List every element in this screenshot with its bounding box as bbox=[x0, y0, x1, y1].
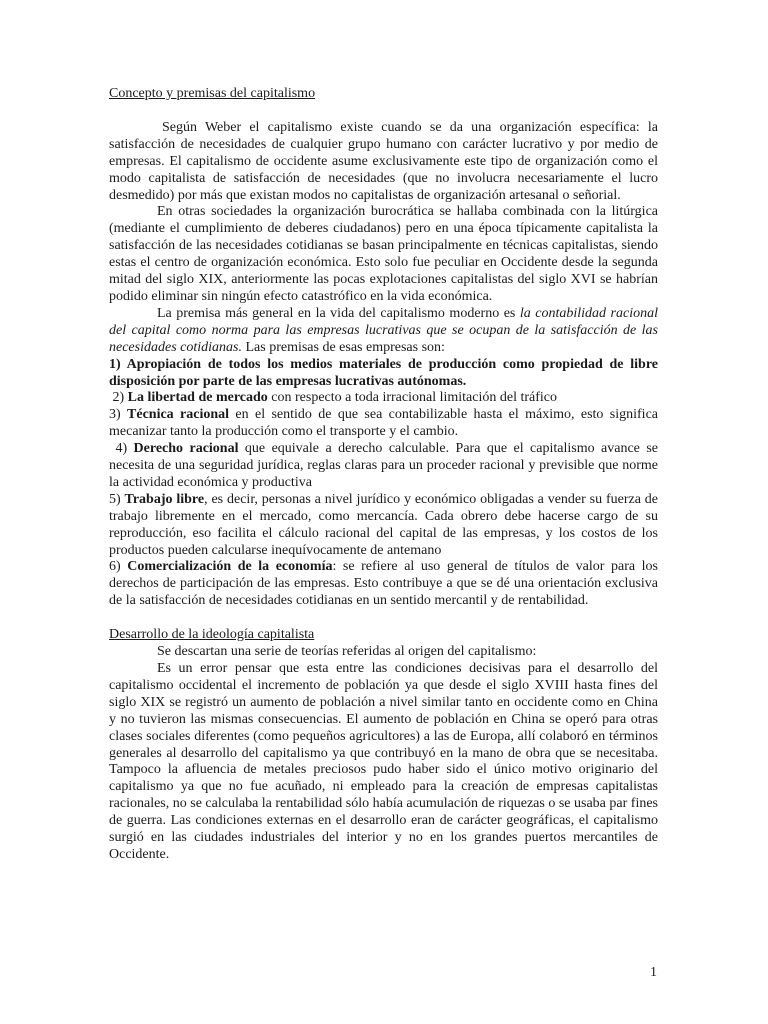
premise-term: Comercialización de la economía bbox=[127, 559, 333, 575]
premise-term: La libertad de mercado bbox=[127, 390, 268, 406]
premise-item bbox=[109, 492, 658, 560]
document-body bbox=[109, 86, 658, 864]
premise-item bbox=[109, 390, 658, 407]
paragraph-weber: Según Weber el capitalismo existe cuando se da una organización específica: la satisfacción de necesidades de cualquier grupo humano con carácter lucrativo y por medio de empresas. El capitalismo de occidente asume exclusivamente este tipo de organización como el modo capitalista de satisfacción de necesidades (que no involucra necesariamente el lucro desmedido) por más que existan modos no capitalistas de organización artesanal o señorial. bbox=[109, 119, 658, 203]
premise-description: con respecto a toda irracional limitación del tráfico bbox=[267, 390, 558, 406]
premisa-text-pre: La premisa más general en la vida del capitalismo moderno es bbox=[157, 305, 520, 321]
premise-description: : se refiere al uso general de títulos de valor para los derechos de participación de las empresas. Esto contribuye a que se dé una orientación exclusiva de la satisfacción de necesidades cotidianas en un sentido mercantil y de rentabilidad. bbox=[109, 559, 658, 609]
paragraph-otras-sociedades: En otras sociedades la organización burocrática se hallaba combinada con la litúrgica (mediante el cumplimiento de deberes ciudadanos) pero en una época típicamente capitalista la satisfacción de las necesidades cotidianas se basan principalmente en técnicas capitalistas, siendo estas el centro de organización económica. Esto solo fue peculiar en Occidente desde la segunda mitad del siglo XIX, anteriormente las pocas explotaciones capitalistas del siglo XVI se habrían podido eliminar sin ningún efecto catastrófico en la vida económica. bbox=[109, 204, 658, 304]
premise-term: Derecho racional bbox=[133, 441, 239, 457]
premise-number: 6) bbox=[109, 559, 128, 575]
premise-term: Técnica racional bbox=[127, 407, 230, 423]
premise-item bbox=[109, 441, 658, 492]
premise-description: en el sentido de que sea contabilizable hasta el máximo, esto significa mecanizar tanto la producción como el transporte y el cambio. bbox=[109, 407, 658, 440]
premise-term: Trabajo libre bbox=[124, 491, 205, 507]
section-title-concepto: Concepto y premisas del capitalismo bbox=[109, 86, 316, 101]
paragraph-teorias: Se descartan una serie de teorías referidas al origen del capitalismo: bbox=[157, 644, 537, 660]
premise-number: 2) bbox=[109, 390, 128, 406]
premise-number: 4) bbox=[109, 441, 134, 457]
page-number: 1 bbox=[650, 965, 657, 980]
premise-number: 5) bbox=[109, 491, 125, 507]
paragraph-premisa-general bbox=[109, 306, 658, 357]
spacer bbox=[109, 610, 658, 627]
premise-item bbox=[109, 357, 658, 391]
spacer bbox=[109, 103, 658, 120]
premisa-text-post: Las premisas de esas empresas son: bbox=[241, 339, 445, 355]
premisa-text-italic: la contabilidad racional del capital como norma para las empresas lucrativas que se ocupan de la satisfacción de las necesidades cotidianas. bbox=[109, 305, 658, 355]
premise-description: , es decir, personas a nivel jurídico y económico obligadas a vender su fuerza de trabajo libremente en el mercado, como mercancía. Cada obrero debe hacerse cargo de su reproducción, eso facilita el cálculo racional del capital de las empresas, y los costos de los productos pueden calcularse inequívocamente de antemano bbox=[109, 491, 659, 558]
section-title-desarrollo: Desarrollo de la ideología capitalista bbox=[109, 627, 315, 643]
premise-item bbox=[109, 407, 658, 441]
premise-description: que equivale a derecho calculable. Para que el capitalismo avance se necesita de una seguridad jurídica, reglas claras para un proceder racional y previsible que norme la actividad económica y productiva bbox=[109, 441, 658, 490]
premise-list bbox=[109, 357, 658, 611]
premise-number: 3) bbox=[109, 407, 128, 423]
premise-item bbox=[109, 559, 658, 610]
premise-term: 1) Apropiación de todos los medios materiales de producción como propiedad de libre disposición por parte de las empresas lucrativas autónomas. bbox=[109, 356, 658, 389]
paragraph-error-poblacion: Es un error pensar que esta entre las condiciones decisivas para el desarrollo del capitalismo occidental el incremento de población ya que desde el siglo XVIII hasta fines del siglo XIX se registró un aumento de población a nivel similar tanto en occidente como en China y no tuvieron las mismas consecuencias. El aumento de población en China se operó para otras clases sociales diferentes (como pequeños agricultores) a las de Europa, allí colaboró en términos generales al desarrollo del capitalismo ya que contribuyó en la mano de obra que se necesitaba. Tampoco la afluencia de metales preciosos pudo haber sido el único motivo originario del capitalismo ya que no fue acuñado, ni empleado para la creación de empresas capitalistas racionales, no se calculaba la rentabilidad sólo había acumulación de riquezas o se usaba par fines de guerra. Las condiciones externas en el desarrollo eran de carácter geográficas, el capitalismo surgió en las ciudades industriales del interior y no en los grandes puertos mercantiles de Occidente. bbox=[109, 661, 658, 862]
